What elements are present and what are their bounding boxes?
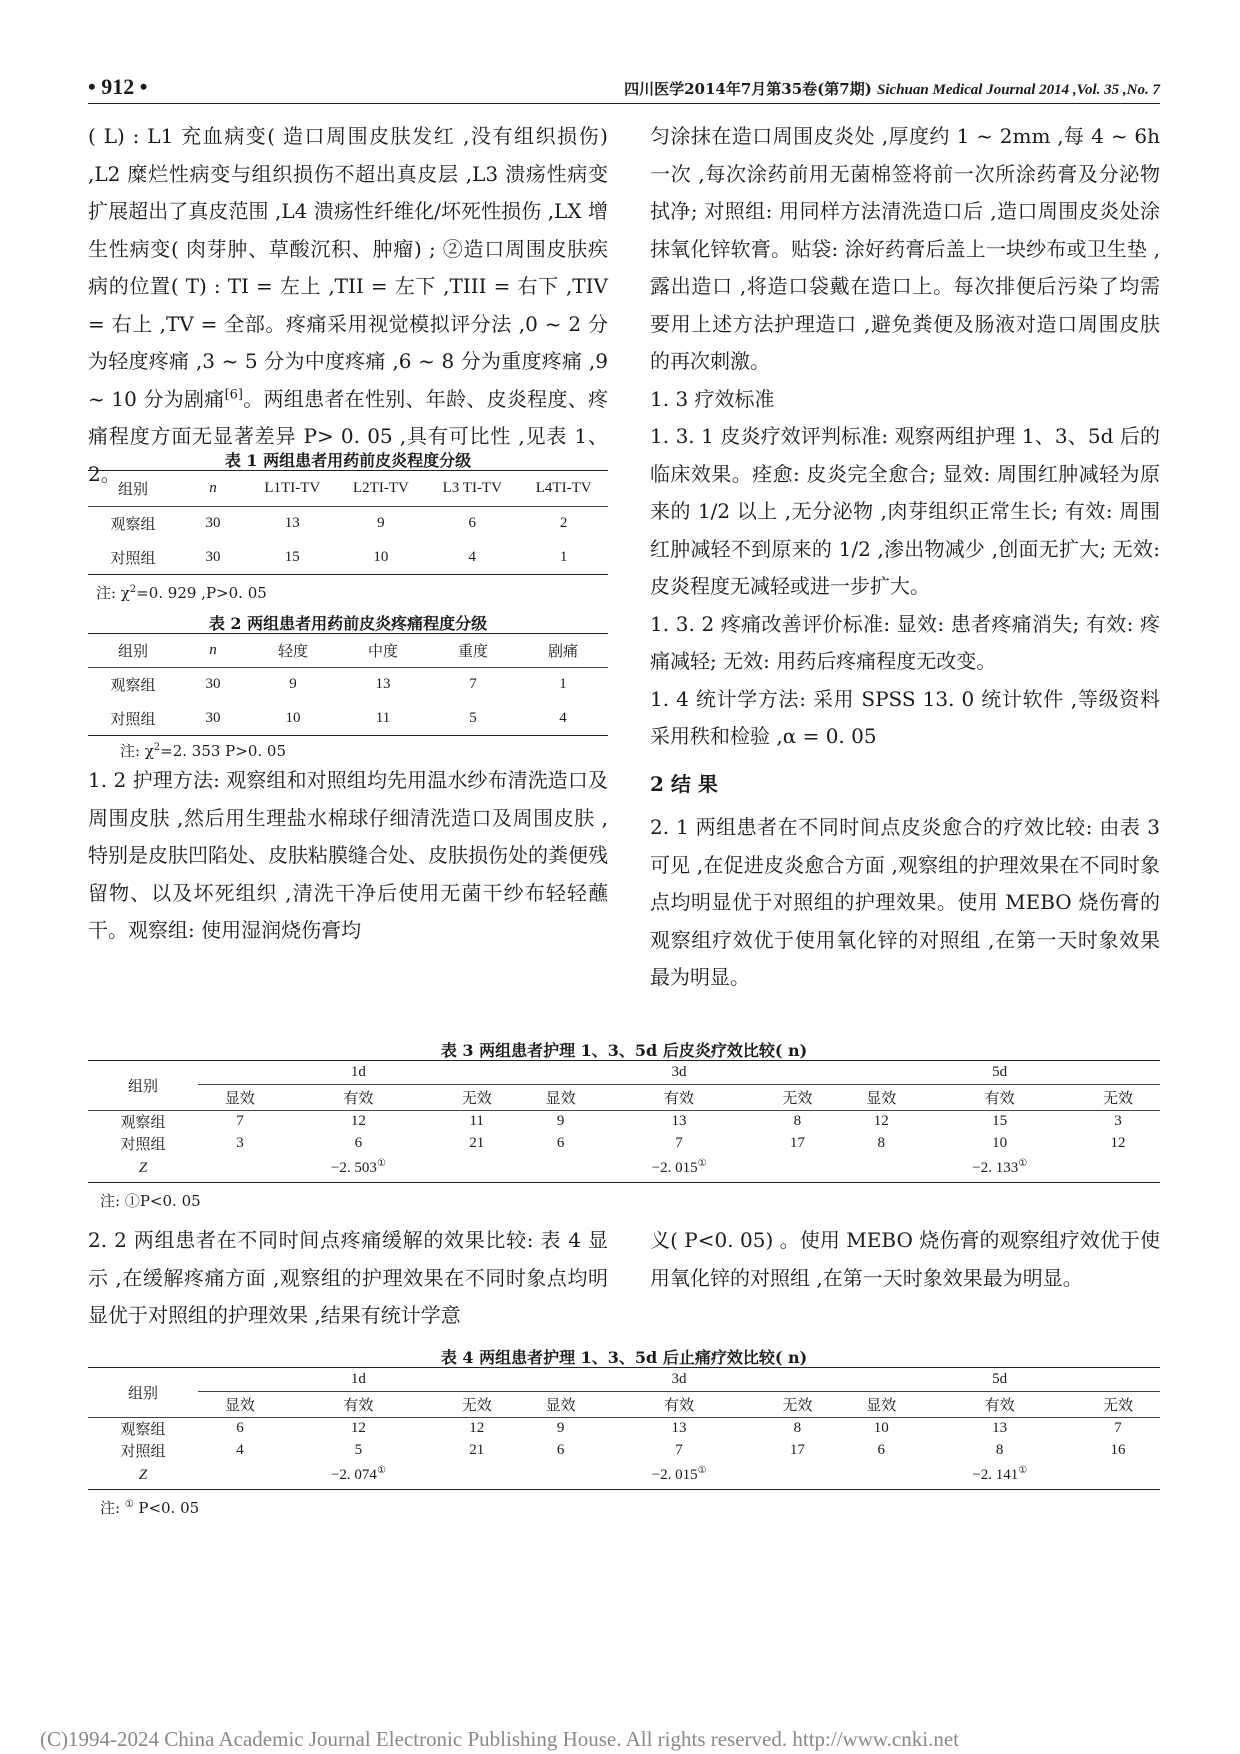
table-row-z bbox=[88, 1155, 1160, 1183]
note-text: 注: bbox=[100, 1499, 125, 1517]
table-cell: 5 bbox=[469, 709, 477, 726]
table-cell: 9 bbox=[556, 1420, 565, 1437]
paragraph-2-2-cont bbox=[650, 1222, 1160, 1297]
table-cell: 21 bbox=[469, 1442, 485, 1458]
table-header-cell: n bbox=[209, 480, 217, 496]
left-paragraph-1 bbox=[88, 118, 608, 493]
table-cell: 13 bbox=[671, 1420, 687, 1437]
table-3-note: 注: ①P<0. 05 bbox=[100, 1192, 201, 1210]
table-header-cell: 显效 bbox=[545, 1091, 576, 1107]
right-paragraph-1-3-1: 1. 3. 1 皮炎疗效评判标准: 观察两组护理 1、3、5d 后的临床效果。痊愈: 皮炎完全愈合; 显效: 周围红肿减轻为原来的 1/2 以上 ,无分泌物 ,肉芽组织正常生长; 有效: 周围红肿减轻不到原来的 1/2 ,渗出物减少 ,创面无扩大; 无效: 皮炎程度无减轻或进一步扩大。 bbox=[650, 424, 1160, 598]
table-cell: 10 bbox=[873, 1420, 889, 1437]
right-column bbox=[650, 118, 1160, 997]
table-cell: 4 bbox=[236, 1442, 244, 1458]
table-cell: 16 bbox=[1110, 1442, 1126, 1458]
table-cell: 对照组 bbox=[110, 711, 156, 728]
table-cell: 10 bbox=[373, 548, 389, 565]
table-cell: 9 bbox=[556, 1113, 565, 1130]
table-cell: 8 bbox=[793, 1113, 802, 1130]
table-cell: 9 bbox=[377, 515, 385, 532]
table-cell: 12 bbox=[1110, 1135, 1126, 1151]
table-cell: 6 bbox=[877, 1442, 885, 1458]
table-header-cell: 3d bbox=[519, 1368, 840, 1392]
table-cell: 6 bbox=[556, 1442, 565, 1458]
table-header-cell: 5d bbox=[839, 1061, 1160, 1085]
table-header-cell: 显效 bbox=[224, 1398, 255, 1414]
table-header-cell: 组别 bbox=[88, 1368, 198, 1418]
z-mark: ① bbox=[697, 1157, 707, 1169]
table-header-cell: L3 TI-TV bbox=[442, 480, 502, 496]
table-2 bbox=[88, 633, 608, 736]
table-cell: 6 bbox=[236, 1420, 244, 1437]
table-header-cell: 有效 bbox=[343, 1091, 374, 1107]
table-cell: 13 bbox=[992, 1420, 1008, 1437]
table-header-cell: 有效 bbox=[984, 1091, 1015, 1107]
z-value: −2. 503 bbox=[330, 1159, 377, 1176]
note-mark: ① bbox=[124, 1499, 134, 1510]
note-text: =2. 353 P>0. 05 bbox=[160, 742, 287, 760]
table-cell: 8 bbox=[793, 1420, 802, 1437]
table-cell: 1 bbox=[559, 676, 567, 693]
paragraph-2-2-text: 2. 2 两组患者在不同时间点疼痛缓解的效果比较: 表 4 显示 ,在缓解疼痛方面 ,观察组的护理效果在不同时象点均明显优于对照组的护理效果 ,结果有统计学意 bbox=[88, 1228, 608, 1327]
copyright-footer: (C)1994-2024 China Academic Journal Electronic Publishing House. All rights reserved. http://www.cnki.net bbox=[40, 1727, 959, 1751]
z-value: −2. 074 bbox=[330, 1466, 377, 1483]
table-cell: 3 bbox=[236, 1135, 244, 1151]
table-header-cell: 1d bbox=[198, 1061, 519, 1085]
table-header-cell: 显效 bbox=[224, 1091, 255, 1107]
z-mark: ① bbox=[1018, 1157, 1027, 1169]
z-mark: ① bbox=[1018, 1464, 1027, 1476]
left-column bbox=[88, 118, 608, 493]
table-header-cell: L2TI-TV bbox=[353, 480, 409, 496]
table-cell: Z bbox=[138, 1159, 148, 1176]
note-text: =0. 929 ,P>0. 05 bbox=[136, 584, 267, 602]
table-cell: 8 bbox=[877, 1135, 885, 1151]
table-1-caption: 表 1 两组患者用药前皮炎程度分级 bbox=[224, 451, 472, 470]
table-cell: 12 bbox=[350, 1113, 366, 1130]
section-heading-2: 2 结 果 bbox=[650, 771, 718, 796]
table-header-cell: 有效 bbox=[343, 1398, 374, 1414]
table-1 bbox=[88, 470, 608, 575]
table-cell: 观察组 bbox=[110, 678, 156, 695]
table-4-note bbox=[100, 1497, 199, 1518]
table-cell: 1 bbox=[559, 548, 568, 565]
table-cell: 7 bbox=[469, 676, 477, 693]
table-cell: 观察组 bbox=[120, 1115, 166, 1132]
table-cell: 对照组 bbox=[120, 1137, 166, 1153]
table-cell: 5 bbox=[354, 1442, 363, 1458]
table-header-cell: 无效 bbox=[461, 1398, 492, 1414]
z-value: −2. 133 bbox=[972, 1159, 1019, 1176]
note-text: 注: χ bbox=[120, 742, 154, 760]
table-cell: 11 bbox=[375, 709, 391, 726]
table-header-cell: 轻度 bbox=[277, 644, 308, 660]
table-cell: 21 bbox=[469, 1135, 485, 1151]
left-column-bottom bbox=[88, 762, 608, 950]
table-cell: 13 bbox=[671, 1113, 687, 1130]
table-header-cell: n bbox=[209, 642, 217, 658]
table-row bbox=[88, 541, 608, 575]
table-3-caption: 表 3 两组患者护理 1、3、5d 后皮炎疗效比较( n) bbox=[440, 1041, 808, 1060]
table-row bbox=[88, 1111, 1160, 1133]
z-value: −2. 015 bbox=[651, 1466, 698, 1483]
table-header-cell: 显效 bbox=[866, 1398, 897, 1414]
table-cell: 15 bbox=[284, 548, 300, 565]
table-cell: 6 bbox=[556, 1135, 565, 1151]
right-paragraph-1-4: 1. 4 统计学方法: 采用 SPSS 13. 0 统计软件 ,等级资料采用秩和检验 ,α = 0. 05 bbox=[650, 686, 1160, 748]
table-cell: 17 bbox=[789, 1135, 805, 1151]
table-1-note: 注: $\chi^2=0$. 929 ,P>0. 05 bbox=[96, 584, 267, 602]
table-cell: 12 bbox=[873, 1113, 889, 1130]
table-cell: 10 bbox=[285, 709, 301, 726]
table-row bbox=[88, 1133, 1160, 1155]
paragraph-2-2 bbox=[88, 1222, 608, 1335]
table-cell: 12 bbox=[350, 1420, 366, 1437]
table-cell: 6 bbox=[468, 515, 477, 532]
table-header-cell: 5d bbox=[839, 1368, 1160, 1392]
table-2-caption: 表 2 两组患者用药前皮炎疼痛程度分级 bbox=[208, 614, 488, 633]
table-cell: 3 bbox=[1114, 1113, 1122, 1130]
table-header-cell: 无效 bbox=[782, 1398, 813, 1414]
z-mark: ① bbox=[697, 1464, 707, 1476]
left-p1-end: 。两组患者在性别、年龄、皮炎程度、疼痛程度方面无显著差异 P> 0. 05 ,具有可比性 ,见表 1、2。 bbox=[88, 386, 609, 486]
table-cell: 7 bbox=[1114, 1420, 1122, 1437]
table-header-cell: 显效 bbox=[866, 1091, 897, 1107]
table-row bbox=[88, 507, 608, 541]
right-paragraph-1-3-2: 1. 3. 2 疼痛改善评价标准: 显效: 患者疼痛消失; 有效: 疼痛减轻; 无效: 用药后疼痛程度无改变。 bbox=[650, 611, 1160, 673]
table-row bbox=[88, 702, 608, 736]
table-header-cell: 1d bbox=[198, 1368, 519, 1392]
table-cell: 7 bbox=[675, 1442, 683, 1458]
table-cell: 11 bbox=[469, 1113, 484, 1130]
note-text: P<0. 05 bbox=[133, 1499, 200, 1517]
journal-cn: 四川医学2014年7月第35卷(第7期) bbox=[624, 80, 872, 98]
table-header-cell: 有效 bbox=[663, 1091, 694, 1107]
z-mark: ① bbox=[376, 1464, 386, 1476]
z-mark: ① bbox=[376, 1157, 386, 1169]
table-header-cell: 组别 bbox=[117, 482, 148, 498]
table-cell: 17 bbox=[789, 1442, 805, 1458]
table-cell: Z bbox=[138, 1466, 148, 1483]
table-cell: 4 bbox=[468, 548, 477, 565]
table-cell: 30 bbox=[205, 676, 221, 693]
journal-citation bbox=[624, 78, 1160, 99]
table-cell: 12 bbox=[469, 1420, 485, 1437]
table-cell: 13 bbox=[284, 515, 300, 532]
table-header-cell: 组别 bbox=[88, 1061, 198, 1111]
table-header-cell: 无效 bbox=[461, 1091, 492, 1107]
table-cell: 对照组 bbox=[110, 550, 156, 567]
table-header-cell: 中度 bbox=[367, 644, 398, 660]
section-heading-1-3: 1. 3 疗效标准 bbox=[650, 386, 775, 411]
table-cell: 2 bbox=[559, 515, 568, 532]
table-header-cell: 3d bbox=[519, 1061, 840, 1085]
page-number: • 912 • bbox=[88, 74, 148, 99]
table-3 bbox=[88, 1060, 1160, 1183]
table-row-z bbox=[88, 1462, 1160, 1490]
table-cell: 4 bbox=[559, 709, 567, 726]
table-header-cell: 有效 bbox=[663, 1398, 694, 1414]
header-rule bbox=[88, 103, 1160, 104]
table-cell: 30 bbox=[205, 548, 221, 565]
table-cell: 8 bbox=[995, 1442, 1004, 1458]
journal-en: Sichuan Medical Journal 2014 ,Vol. 35 ,No. 7 bbox=[877, 82, 1160, 98]
table-row bbox=[88, 1418, 1160, 1440]
table-header-cell: 剧痛 bbox=[547, 644, 578, 660]
table-cell: 7 bbox=[236, 1113, 244, 1130]
paragraph-2-2-cont-text: 义( P<0. 05) 。使用 MEBO 烧伤膏的观察组疗效优于使用氧化锌的对照组 ,在第一天时象效果最为明显。 bbox=[650, 1228, 1160, 1290]
table-header-cell: 有效 bbox=[984, 1398, 1015, 1414]
table-header-cell: L4TI-TV bbox=[535, 480, 592, 496]
table-cell: 9 bbox=[289, 676, 297, 693]
table-header-cell: 无效 bbox=[782, 1091, 813, 1107]
table-cell: 30 bbox=[205, 515, 221, 532]
table-cell: 30 bbox=[205, 709, 221, 726]
table-cell: 对照组 bbox=[120, 1444, 166, 1460]
note-text: 注: χ bbox=[96, 584, 130, 602]
table-2-note: 注: $\chi^2=2$. 353 P>0. 05 bbox=[120, 742, 287, 760]
page-header bbox=[88, 74, 1160, 104]
table-header-cell: 组别 bbox=[117, 644, 148, 660]
table-4-caption: 表 4 两组患者护理 1、3、5d 后止痛疗效比较( n) bbox=[440, 1348, 808, 1367]
table-cell: 7 bbox=[675, 1135, 683, 1151]
table-cell: 观察组 bbox=[110, 517, 156, 534]
z-value: −2. 141 bbox=[972, 1466, 1019, 1483]
table-header-cell: 显效 bbox=[545, 1398, 576, 1414]
z-value: −2. 015 bbox=[651, 1159, 698, 1176]
left-paragraph-2: 1. 2 护理方法: 观察组和对照组均先用温水纱布清洗造口及周围皮肤 ,然后用生理盐水棉球仔细清洗造口及周围皮肤 ,特别是皮肤凹陷处、皮肤粘膜缝合处、皮肤损伤处的粪便残留物、以及坏死组织 ,清洗干净后使用无菌干纱布轻轻蘸干。观察组: 使用湿润烧伤膏均 bbox=[88, 768, 608, 942]
table-header-cell: L1TI-TV bbox=[264, 480, 321, 496]
table-cell: 13 bbox=[375, 676, 391, 693]
table-row bbox=[88, 668, 608, 702]
table-cell: 10 bbox=[992, 1135, 1008, 1151]
table-4 bbox=[88, 1367, 1160, 1490]
table-cell: 观察组 bbox=[120, 1422, 166, 1439]
table-header-cell: 无效 bbox=[1103, 1398, 1134, 1414]
table-header-cell: 无效 bbox=[1103, 1091, 1134, 1107]
left-p1-text: ( L) : L1 充血病变( 造口周围皮肤发红 ,没有组织损伤) ,L2 糜烂性病变与组织损伤不超出真皮层 ,L3 溃疡性病变扩展超出了真皮范围 ,L4 溃疡性纤维化/坏死性损伤 ,LX 增生性病变( 肉芽肿、草酸沉积、肿瘤) ; ②造口周围皮肤疾病的位置( T) : TI = 左上 ,TII = 左下 ,TIII = 右下 ,TIV = 右上 ,TV = 全部。疼痛采用视觉模拟评分法 ,0 ~ 2 分为轻度疼痛 ,3 ~ 5 分为中度疼痛 ,6 ~ 8 分为重度疼痛 ,9 ~ 10 分为剧痛 bbox=[88, 124, 608, 411]
table-row bbox=[88, 1440, 1160, 1462]
right-paragraph-2-1: 2. 1 两组患者在不同时间点皮炎愈合的疗效比较: 由表 3 可见 ,在促进皮炎愈合方面 ,观察组的护理效果在不同时象点均明显优于对照组的护理效果。使用 MEBO 烧伤膏的观察组疗效优于使用氧化锌的对照组 ,在第一天时象效果最为明显。 bbox=[650, 815, 1160, 989]
right-paragraph-1: 匀涂抹在造口周围皮炎处 ,厚度约 1 ~ 2mm ,每 4 ~ 6h 一次 ,每次涂药前用无菌棉签将前一次所涂药膏及分泌物拭净; 对照组: 用同样方法清洗造口后 ,造口周围皮炎处涂抹氧化锌软膏。贴袋: 涂好药膏后盖上一块纱布或卫生垫 ,露出造口 ,将造口袋戴在造口上。每次排便后污染了均需要用上述方法护理造口 ,避免粪便及肠液对造口周围皮肤的再次刺激。 bbox=[650, 124, 1160, 373]
table-cell: 6 bbox=[354, 1135, 363, 1151]
citation-ref: [6] bbox=[224, 386, 244, 402]
table-cell: 15 bbox=[992, 1113, 1008, 1130]
table-header-cell: 重度 bbox=[457, 644, 488, 660]
